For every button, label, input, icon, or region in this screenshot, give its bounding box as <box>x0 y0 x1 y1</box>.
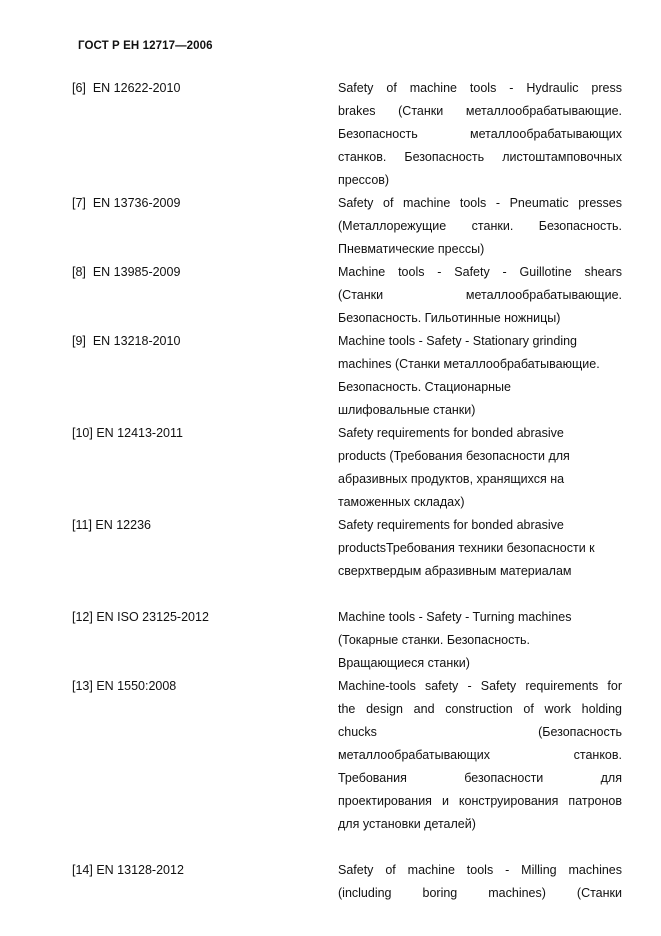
entry-spacer <box>0 836 661 859</box>
reference-code: [12] EN ISO 23125-2012 <box>72 610 209 624</box>
document-header: ГОСТ Р ЕН 12717—2006 <box>78 40 213 52</box>
reference-code: [9] EN 13218-2010 <box>72 334 181 348</box>
description-line: для установки деталей) <box>338 817 476 831</box>
reference-description <box>338 261 622 330</box>
description-line: Безопасность. Стационарные <box>338 380 511 394</box>
description-line: Требования безопасности для <box>338 771 622 785</box>
reference-entry <box>0 606 661 675</box>
description-line: (Металлорежущие станки. Безопасность. <box>338 219 622 233</box>
description-line: productsТребования техники безопасности к <box>338 541 595 555</box>
reference-entry <box>0 192 661 261</box>
reference-entry <box>0 675 661 836</box>
reference-description <box>338 606 622 675</box>
description-line: станков. Безопасность листоштамповочных <box>338 150 622 164</box>
reference-code: [10] EN 12413-2011 <box>72 426 183 440</box>
description-line: проектирования и конструирования патронов <box>338 794 622 808</box>
description-line: Machine-tools safety - Safety requirements for <box>338 679 622 693</box>
description-line: Safety requirements for bonded abrasive <box>338 518 564 532</box>
description-line: абразивных продуктов, хранящихся на <box>338 472 565 486</box>
reference-list <box>0 77 661 905</box>
description-line: Безопасность металлообрабатывающих <box>338 127 622 141</box>
description-line: (Станки металлообрабатывающие. <box>338 288 622 302</box>
reference-description <box>338 422 622 514</box>
description-line: таможенных складах) <box>338 495 465 509</box>
description-line: Machine tools - Safety - Turning machines <box>338 610 572 624</box>
reference-code: [11] EN 12236 <box>72 518 151 532</box>
reference-description <box>338 859 622 905</box>
description-line: (Токарные станки. Безопасность. <box>338 633 531 647</box>
description-line: products (Требования безопасности для <box>338 449 570 463</box>
reference-entry <box>0 77 661 192</box>
description-line: machines (Станки металлообрабатывающие. <box>338 357 600 371</box>
description-line: chucks (Безопасность <box>338 725 622 739</box>
reference-code: [13] EN 1550:2008 <box>72 679 177 693</box>
description-line: Safety of machine tools - Hydraulic press <box>338 81 622 95</box>
reference-code: [14] EN 13128-2012 <box>72 863 184 877</box>
reference-code: [7] EN 13736-2009 <box>72 196 181 210</box>
description-line: Пневматические прессы) <box>338 242 485 256</box>
description-line: Machine tools - Safety - Stationary grinding <box>338 334 578 348</box>
description-line: прессов) <box>338 173 390 187</box>
reference-description <box>338 675 622 836</box>
reference-entry <box>0 261 661 330</box>
description-line: brakes (Станки металлообрабатывающие. <box>338 104 622 118</box>
description-line: Safety of machine tools - Pneumatic presses <box>338 196 622 210</box>
description-line: сверхтвердым абразивным материалам <box>338 564 572 578</box>
description-line: the design and construction of work holding <box>338 702 622 716</box>
description-line: (including boring machines) (Станки <box>338 886 622 900</box>
reference-code: [6] EN 12622-2010 <box>72 81 181 95</box>
reference-description <box>338 192 622 261</box>
reference-entry <box>0 514 661 583</box>
reference-entry <box>0 422 661 514</box>
description-line: шлифовальные станки) <box>338 403 476 417</box>
description-line: Безопасность. Гильотинные ножницы) <box>338 311 561 325</box>
entry-spacer <box>0 583 661 606</box>
reference-description <box>338 330 622 422</box>
description-line: металлообрабатывающих станков. <box>338 748 622 762</box>
reference-entry <box>0 330 661 422</box>
description-line: Вращающиеся станки) <box>338 656 470 670</box>
reference-code: [8] EN 13985-2009 <box>72 265 181 279</box>
reference-description <box>338 77 622 192</box>
reference-description <box>338 514 622 583</box>
description-line: Machine tools - Safety - Guillotine shears <box>338 265 622 279</box>
description-line: Safety of machine tools - Milling machines <box>338 863 622 877</box>
reference-entry <box>0 859 661 905</box>
description-line: Safety requirements for bonded abrasive <box>338 426 564 440</box>
